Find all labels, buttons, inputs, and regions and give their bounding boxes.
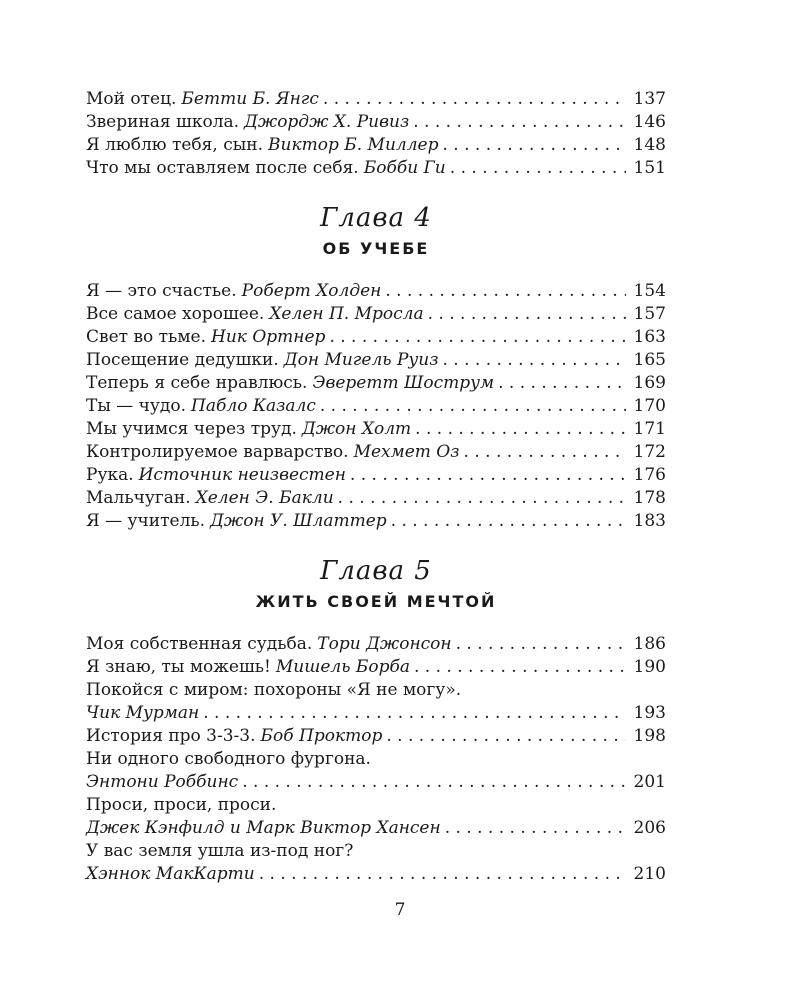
toc-group-chapter-5 <box>86 633 666 886</box>
toc-entry-author-line <box>86 702 666 725</box>
entry-title: Я люблю тебя, сын. <box>86 135 263 155</box>
entry-title: Моя собственная судьба. <box>86 634 313 654</box>
toc-group-chapter-4 <box>86 280 666 533</box>
entry-page: 137 <box>633 89 666 109</box>
dot-leader <box>242 771 626 794</box>
entry-title: Контролируемое варварство. <box>86 442 349 462</box>
entry-author: Джек Кэнфилд и Марк Виктор Хансен <box>86 818 441 838</box>
toc-entry <box>86 134 666 157</box>
toc-entry <box>86 280 666 303</box>
toc-entry <box>86 441 666 464</box>
dot-leader <box>414 656 626 679</box>
entry-page: 186 <box>633 634 666 654</box>
entry-author: Виктор Б. Миллер <box>268 135 439 155</box>
dot-leader <box>415 418 626 441</box>
dot-leader <box>413 111 626 134</box>
entry-author: Джон У. Шлаттер <box>210 511 387 531</box>
entry-title: Я — учитель. <box>86 511 206 531</box>
entry-title: Теперь я себе нравлюсь. <box>86 373 308 393</box>
toc-entry-multiline <box>86 794 666 840</box>
toc-entry <box>86 111 666 134</box>
entry-author: Пабло Казалс <box>191 396 316 416</box>
chapter-label: Глава 4 <box>320 203 432 233</box>
dot-leader <box>464 441 626 464</box>
toc-entry-author-line <box>86 863 666 886</box>
entry-title: Посещение дедушки. <box>86 350 279 370</box>
entry-author: Бобби Ги <box>363 158 446 178</box>
entry-author: Чик Мурман <box>86 703 200 723</box>
entry-title: Покойся с миром: похороны «Я не могу». <box>86 680 462 700</box>
entry-page: 176 <box>633 465 666 485</box>
toc-entry <box>86 464 666 487</box>
dot-leader <box>450 157 626 180</box>
toc-entry <box>86 656 666 679</box>
toc-entry <box>86 510 666 533</box>
entry-page: 165 <box>633 350 666 370</box>
entry-title: Мальчуган. <box>86 488 191 508</box>
entry-author: Тори Джонсон <box>317 634 452 654</box>
entry-title: Проси, проси, проси. <box>86 795 277 815</box>
toc-entry <box>86 372 666 395</box>
entry-page: 206 <box>633 818 666 838</box>
entry-page: 190 <box>633 657 666 677</box>
toc-entry-multiline <box>86 840 666 886</box>
entry-page: 169 <box>633 373 666 393</box>
entry-author: Джордж Х. Ривиз <box>244 112 410 132</box>
entry-page: 170 <box>633 396 666 416</box>
dot-leader <box>259 863 626 886</box>
entry-title: Мой отец. <box>86 89 177 109</box>
entry-author: Мишель Борба <box>275 657 410 677</box>
chapter-4-heading <box>86 202 666 262</box>
entry-page: 163 <box>633 327 666 347</box>
entry-page: 201 <box>633 772 666 792</box>
toc-entry <box>86 725 666 748</box>
entry-page: 183 <box>633 511 666 531</box>
entry-page: 198 <box>633 726 666 746</box>
toc-entry <box>86 395 666 418</box>
toc-entry-multiline <box>86 679 666 725</box>
entry-page: 210 <box>633 864 666 884</box>
toc-entry-author-line <box>86 817 666 840</box>
entry-title: Я знаю, ты можешь! <box>86 657 271 677</box>
entry-page: 154 <box>633 281 666 301</box>
entry-title: Свет во тьме. <box>86 327 207 347</box>
entry-author: Эверетт Шострум <box>312 373 495 393</box>
entry-author: Ник Ортнер <box>211 327 326 347</box>
dot-leader <box>498 372 626 395</box>
toc-group-top <box>86 88 666 180</box>
toc-entry-multiline <box>86 748 666 794</box>
page-number: 7 <box>394 900 406 920</box>
entry-page: 146 <box>633 112 666 132</box>
dot-leader <box>428 303 626 326</box>
chapter-label: Глава 5 <box>320 556 432 586</box>
dot-leader <box>442 349 626 372</box>
dot-leader <box>456 633 626 656</box>
entry-author: Источник неизвестен <box>138 465 346 485</box>
dot-leader <box>323 88 626 111</box>
entry-author: Роберт Холден <box>241 281 382 301</box>
chapter-title: ЖИТЬ СВОЕЙ МЕЧТОЙ <box>255 592 497 611</box>
dot-leader <box>203 702 626 725</box>
entry-title: Все самое хорошее. <box>86 304 265 324</box>
dot-leader <box>385 280 626 303</box>
dot-leader <box>329 326 626 349</box>
toc-entry <box>86 157 666 180</box>
entry-page: 148 <box>633 135 666 155</box>
entry-page: 172 <box>633 442 666 462</box>
dot-leader <box>391 510 626 533</box>
dot-leader <box>445 817 626 840</box>
entry-page: 171 <box>633 419 666 439</box>
chapter-5-heading <box>86 555 666 615</box>
entry-page: 151 <box>633 158 666 178</box>
entry-author: Хелен Э. Бакли <box>195 488 334 508</box>
entry-page: 157 <box>633 304 666 324</box>
toc-entry <box>86 326 666 349</box>
entry-page: 178 <box>633 488 666 508</box>
table-of-contents <box>86 88 666 886</box>
dot-leader <box>338 487 626 510</box>
chapter-title: ОБ УЧЕБЕ <box>322 239 430 258</box>
entry-title: Что мы оставляем после себя. <box>86 158 359 178</box>
entry-title: Ни одного свободного фургона. <box>86 749 371 769</box>
entry-page: 193 <box>633 703 666 723</box>
entry-title: У вас земля ушла из-под ног? <box>86 841 354 861</box>
entry-author: Боб Проктор <box>260 726 383 746</box>
toc-entry <box>86 88 666 111</box>
toc-entry-author-line <box>86 771 666 794</box>
dot-leader <box>442 134 626 157</box>
entry-title: Рука. <box>86 465 134 485</box>
entry-title: Ты — чудо. <box>86 396 187 416</box>
entry-author: Хелен П. Мросла <box>269 304 424 324</box>
entry-title: Я — это счастье. <box>86 281 237 301</box>
entry-author: Хэннок МакКарти <box>86 864 255 884</box>
entry-author: Дон Мигель Руиз <box>283 350 439 370</box>
entry-author: Джон Холт <box>301 419 412 439</box>
toc-entry <box>86 349 666 372</box>
entry-title: Мы учимся через труд. <box>86 419 297 439</box>
toc-entry <box>86 487 666 510</box>
entry-title: История про 3-3-3. <box>86 726 256 746</box>
dot-leader <box>350 464 626 487</box>
entry-author: Бетти Б. Янгс <box>181 89 319 109</box>
entry-title: Звериная школа. <box>86 112 240 132</box>
dot-leader <box>320 395 626 418</box>
dot-leader <box>386 725 626 748</box>
toc-entry <box>86 303 666 326</box>
entry-author: Энтони Роббинс <box>86 772 239 792</box>
toc-entry <box>86 633 666 656</box>
entry-author: Мехмет Оз <box>353 442 460 462</box>
toc-entry <box>86 418 666 441</box>
